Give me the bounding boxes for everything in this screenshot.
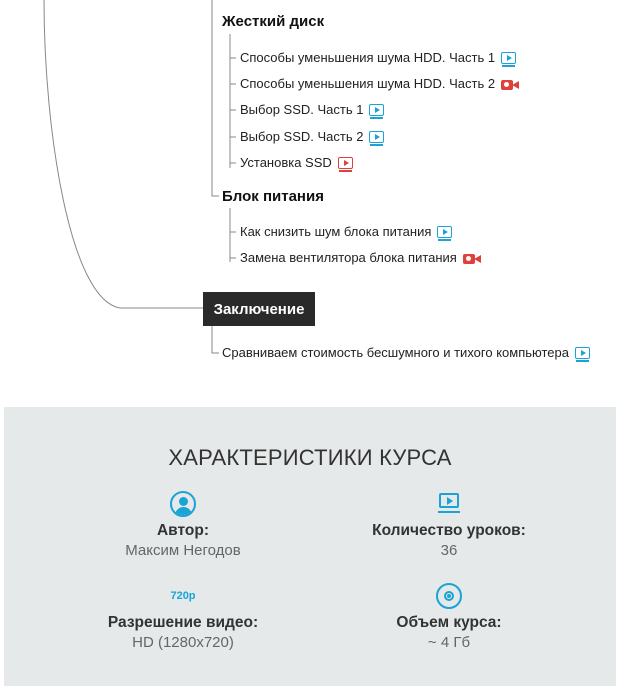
play-icon xyxy=(369,104,384,116)
spec-resolution-value: HD (1280x720) xyxy=(132,634,234,651)
spec-lessons xyxy=(319,490,579,559)
spec-author-value: Максим Негодов xyxy=(125,542,241,559)
play-icon xyxy=(369,131,384,143)
camera-icon xyxy=(463,252,481,264)
spec-lessons-label: Количество уроков: xyxy=(372,522,526,539)
lesson-label: Способы уменьшения шума HDD. Часть 2 xyxy=(240,76,496,91)
play-icon xyxy=(501,52,516,64)
play-icon xyxy=(437,226,452,238)
lesson-label: Выбор SSD. Часть 2 xyxy=(240,129,364,144)
disc-icon xyxy=(436,583,462,609)
section-heading-psu: Блок питания xyxy=(222,188,324,205)
user-icon xyxy=(170,491,196,517)
spec-author xyxy=(53,490,313,559)
lesson-label: Как снизить шум блока питания xyxy=(240,224,432,239)
lesson-label: Замена вентилятора блока питания xyxy=(240,250,457,265)
section-heading-conclusion: Заключение xyxy=(203,292,315,326)
spec-resolution xyxy=(53,582,313,651)
lesson-label: Способы уменьшения шума HDD. Часть 1 xyxy=(240,50,496,65)
resolution-icon: 720p xyxy=(170,590,196,602)
lesson-hdd-noise-2[interactable] xyxy=(240,76,519,92)
lesson-label: Установка SSD xyxy=(240,155,332,170)
lesson-psu-noise[interactable] xyxy=(240,224,452,240)
camera-icon xyxy=(501,78,519,90)
video-icon xyxy=(438,493,460,515)
spec-size-value: ~ 4 Гб xyxy=(427,634,471,651)
spec-author-label: Автор: xyxy=(156,522,209,539)
section-heading-hdd: Жесткий диск xyxy=(222,13,325,30)
lesson-label: Выбор SSD. Часть 1 xyxy=(240,102,364,117)
play-icon-red xyxy=(338,157,353,169)
play-icon xyxy=(575,347,590,359)
lesson-hdd-noise-1[interactable] xyxy=(240,50,516,66)
course-specs-panel xyxy=(4,407,616,686)
spec-size xyxy=(319,582,579,651)
lesson-ssd-choice-1[interactable] xyxy=(240,102,384,118)
spec-size-label: Объем курса: xyxy=(396,614,502,631)
specs-title: ХАРАКТЕРИСТИКИ КУРСА xyxy=(168,445,452,470)
lesson-ssd-install[interactable] xyxy=(240,155,353,171)
lesson-ssd-choice-2[interactable] xyxy=(240,129,384,145)
spec-resolution-label: Разрешение видео: xyxy=(107,614,259,631)
lesson-cost-comparison[interactable] xyxy=(222,345,590,361)
lesson-label: Сравниваем стоимость бесшумного и тихого компьютера xyxy=(222,345,569,360)
spec-lessons-value: 36 xyxy=(440,542,458,559)
lesson-psu-fan-replace[interactable] xyxy=(240,250,481,266)
